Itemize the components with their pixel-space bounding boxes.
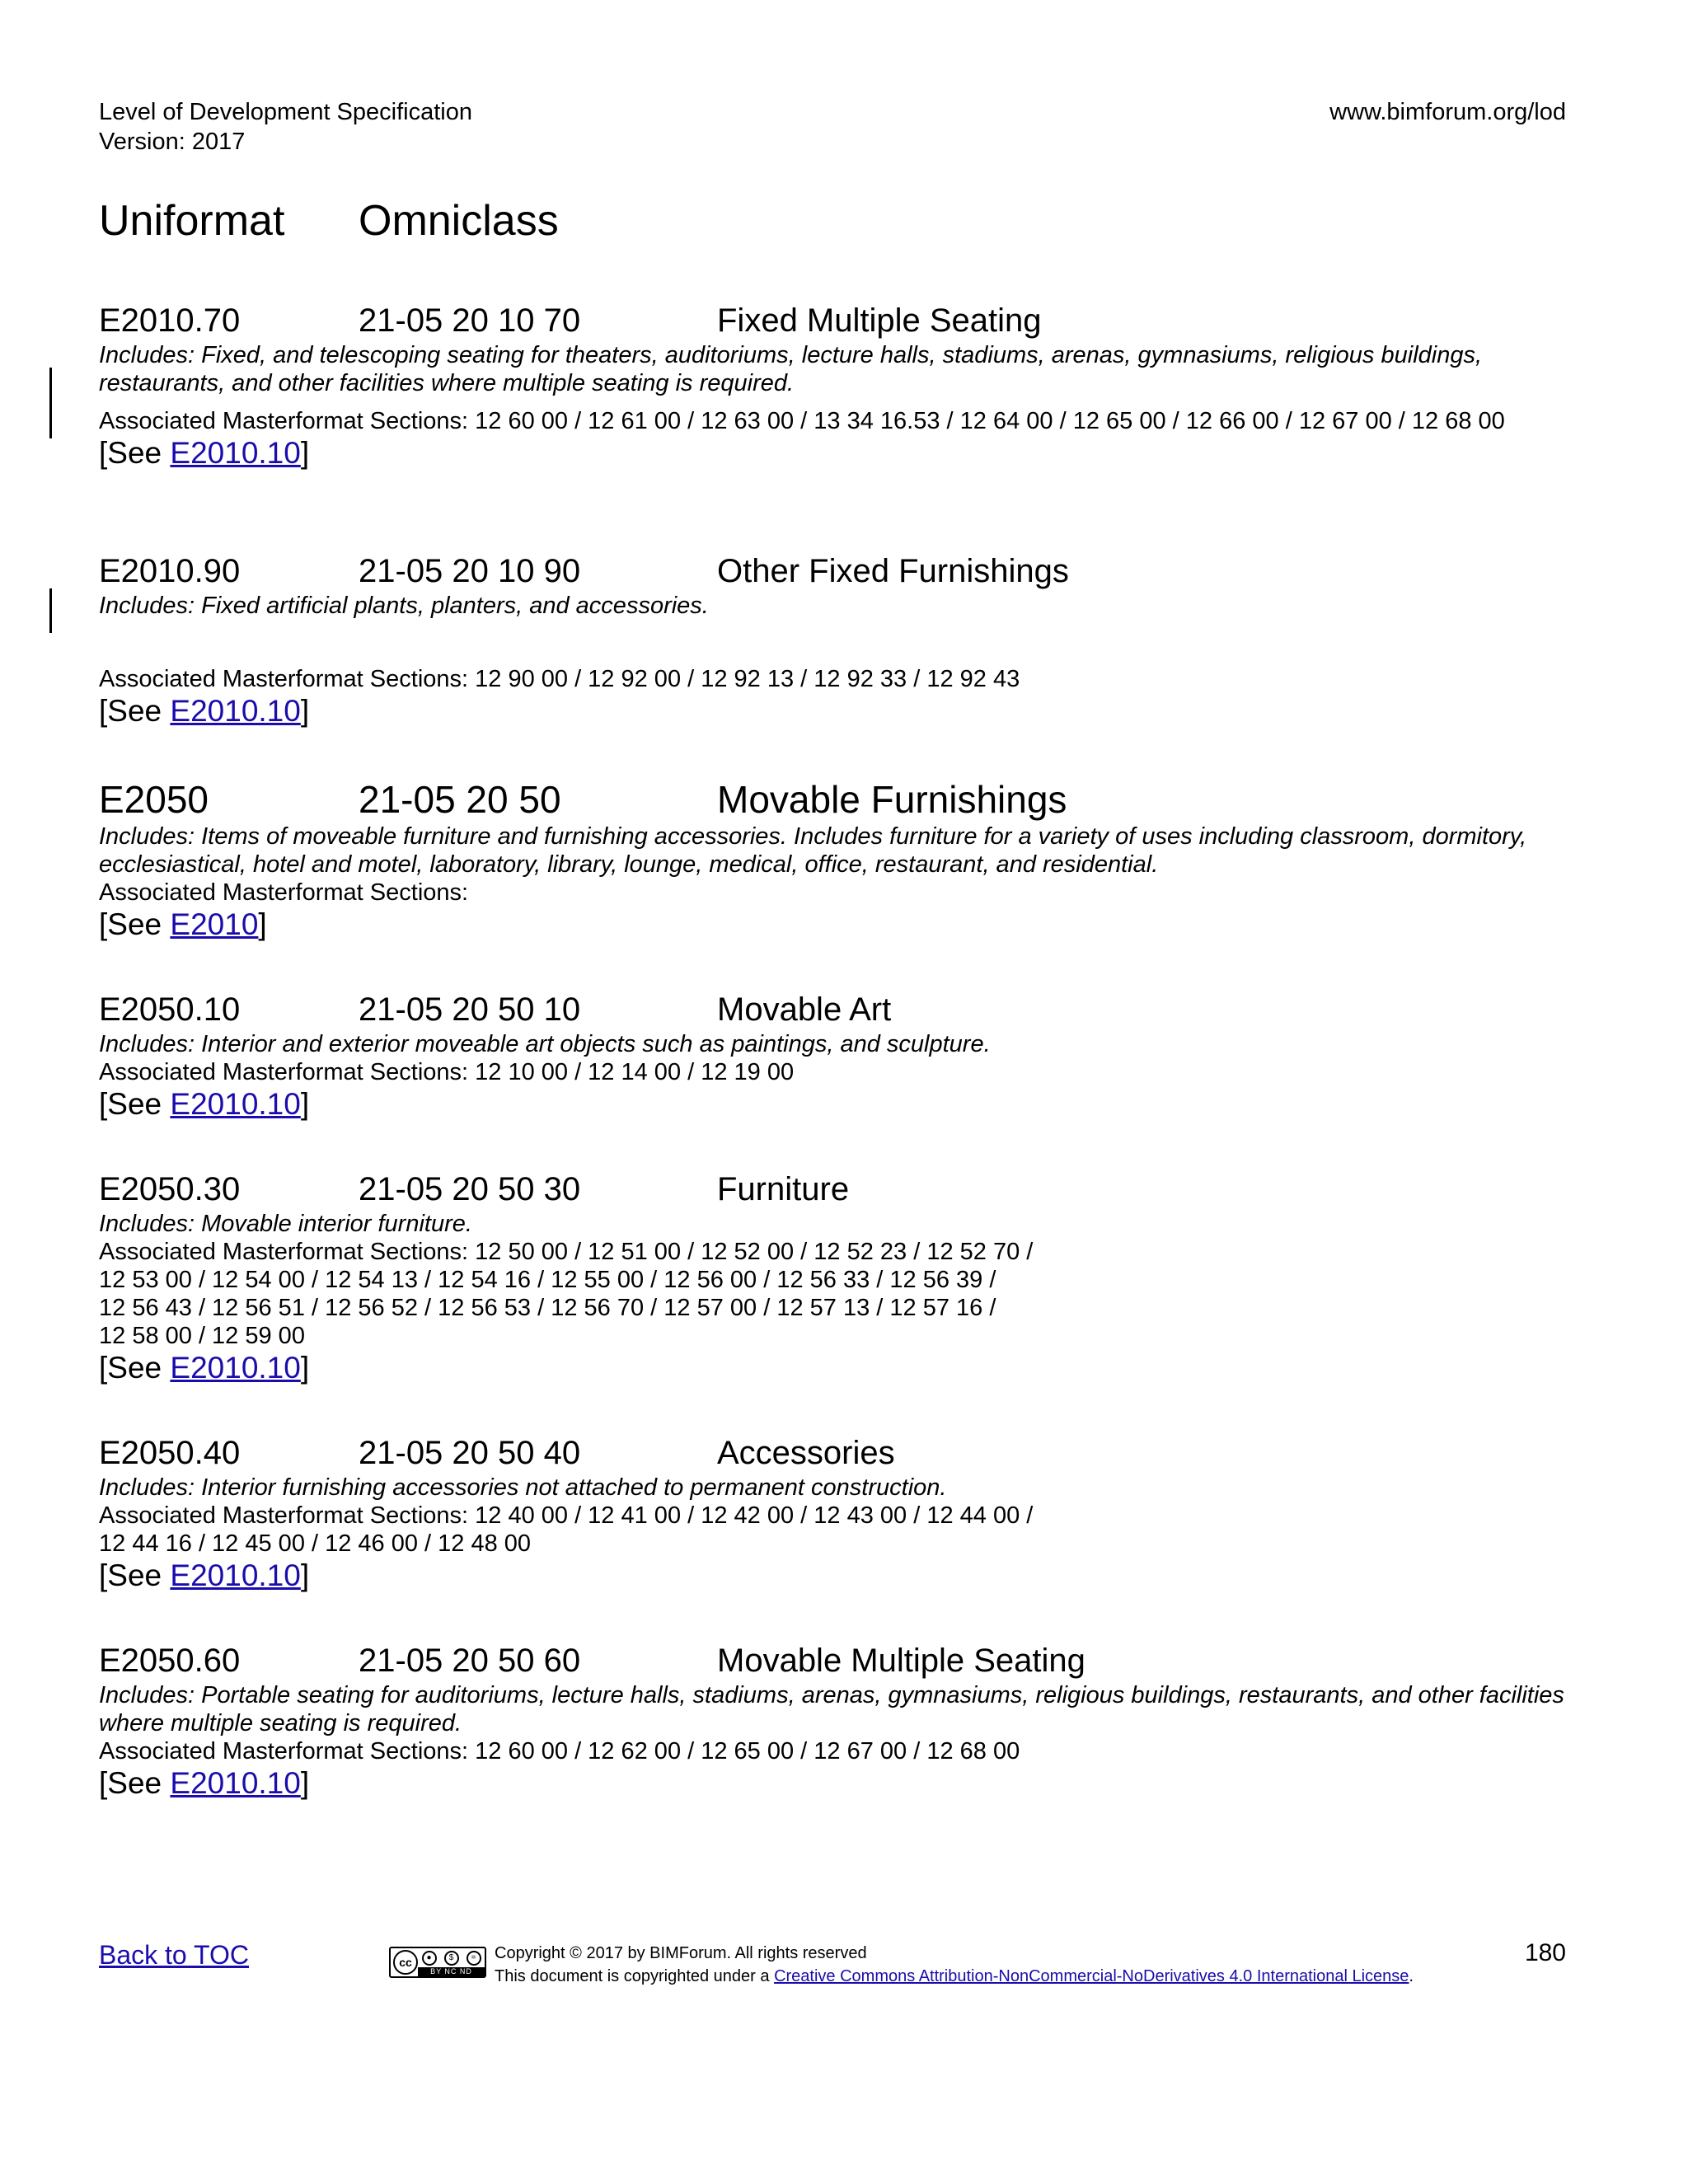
section-e2050-40 <box>99 1432 1566 1594</box>
see-link[interactable]: E2010.10 <box>170 694 301 728</box>
section-title: Fixed Multiple Seating <box>717 302 1042 339</box>
section-heading <box>99 300 1566 341</box>
see-reference: [See E2010.10] <box>99 1766 310 1800</box>
associated-sections: Associated Masterformat Sections: <box>99 879 469 906</box>
section-heading <box>99 989 1566 1030</box>
uniformat-code: E2050 <box>99 778 209 821</box>
section-heading <box>99 776 1566 823</box>
header-url: www.bimforum.org/lod <box>1329 99 1566 125</box>
uniformat-code: E2010.70 <box>99 302 241 339</box>
includes-text: Includes: Portable seating for auditoriums, lecture halls, stadiums, arenas, gymnasiums, religious buildings, restaurants, and other facilities where multiple seating is required. <box>99 1682 1564 1736</box>
uniformat-column-title: Uniformat <box>99 197 285 245</box>
section-e2050-10 <box>99 989 1566 1122</box>
section-heading <box>99 1640 1566 1681</box>
license-text: This document is copyrighted under a Creative Commons Attribution-NonCommercial-NoDerivatives 4.0 International License. <box>495 1967 1414 1985</box>
section-title: Movable Multiple Seating <box>717 1643 1085 1679</box>
cc-logo-icon: cc <box>393 1950 418 1975</box>
section-title: Movable Art <box>717 991 892 1028</box>
uniformat-code: E2010.90 <box>99 553 241 589</box>
omniclass-code: 21-05 20 50 60 <box>359 1643 581 1679</box>
section-e2050-30 <box>99 1169 1566 1386</box>
section-e2050-60 <box>99 1640 1566 1802</box>
associated-sections: Associated Masterformat Sections: 12 60 00 / 12 61 00 / 12 63 00 / 13 34 16.53 / 12 64 00 / 12 65 00 / 12 66 00 / 12 67 00 / 12 68 00 <box>99 408 1505 434</box>
see-reference: [See E2010.10] <box>99 1558 310 1592</box>
creative-commons-badge <box>389 1947 486 1978</box>
includes-text: Includes: Fixed artificial plants, planters, and accessories. <box>99 593 709 619</box>
document-version: Version: 2017 <box>99 129 246 155</box>
section-title: Furniture <box>717 1171 850 1207</box>
omniclass-code: 21-05 20 50 10 <box>359 991 581 1028</box>
associated-sections-line: 12 53 00 / 12 54 00 / 12 54 13 / 12 54 16 / 12 55 00 / 12 56 00 / 12 56 33 / 12 56 39 / <box>99 1267 996 1293</box>
associated-sections: Associated Masterformat Sections: 12 90 00 / 12 92 00 / 12 92 13 / 12 92 33 / 12 92 43 <box>99 666 1020 692</box>
see-link[interactable]: E2010.10 <box>170 1351 301 1385</box>
uniformat-code: E2050.30 <box>99 1171 241 1207</box>
section-title: Movable Furnishings <box>717 778 1067 821</box>
includes-text: Includes: Fixed, and telescoping seating for theaters, auditoriums, lecture halls, stadiums, arenas, gymnasiums, religious buildings, restaurants, and other facilities where multiple seating is required. <box>99 342 1483 396</box>
see-link[interactable]: E2010.10 <box>170 1766 301 1800</box>
uniformat-code: E2050.40 <box>99 1435 241 1471</box>
noncommercial-icon: $ <box>444 1951 459 1966</box>
license-link[interactable]: Creative Commons Attribution-NonCommercial-NoDerivatives 4.0 International License <box>774 1967 1409 1985</box>
associated-sections-line: 12 44 16 / 12 45 00 / 12 46 00 / 12 48 00 <box>99 1530 532 1557</box>
includes-text: Includes: Movable interior furniture. <box>99 1211 472 1237</box>
section-heading <box>99 1432 1566 1474</box>
document-header <box>99 97 472 157</box>
section-heading <box>99 551 1566 592</box>
see-reference: [See E2010.10] <box>99 436 310 470</box>
badge-terms: BY NC ND <box>418 1967 485 1976</box>
associated-sections-line: 12 56 43 / 12 56 51 / 12 56 52 / 12 56 53 / 12 56 70 / 12 57 00 / 12 57 13 / 12 57 16 / <box>99 1295 996 1321</box>
section-title: Other Fixed Furnishings <box>717 553 1069 589</box>
see-reference: [See E2010] <box>99 907 267 941</box>
change-bar <box>49 588 52 633</box>
see-link[interactable]: E2010.10 <box>170 1558 301 1592</box>
omniclass-code: 21-05 20 10 90 <box>359 553 581 589</box>
omniclass-code: 21-05 20 10 70 <box>359 302 581 339</box>
attribution-icon: ● <box>422 1951 437 1966</box>
see-reference: [See E2010.10] <box>99 1351 310 1385</box>
section-title: Accessories <box>717 1435 895 1471</box>
includes-text: Includes: Interior and exterior moveable art objects such as paintings, and sculpture. <box>99 1031 991 1057</box>
noderivatives-icon: = <box>467 1951 481 1966</box>
back-to-toc-link[interactable]: Back to TOC <box>99 1940 249 1970</box>
section-e2010-90 <box>99 551 1566 729</box>
associated-sections: Associated Masterformat Sections: 12 10 00 / 12 14 00 / 12 19 00 <box>99 1059 795 1085</box>
document-title: Level of Development Specification <box>99 99 472 125</box>
section-e2010-70 <box>99 300 1566 471</box>
section-heading <box>99 1169 1566 1210</box>
uniformat-code: E2050.10 <box>99 991 241 1028</box>
change-bar <box>49 368 52 438</box>
see-link[interactable]: E2010 <box>170 907 259 941</box>
uniformat-code: E2050.60 <box>99 1643 241 1679</box>
omniclass-code: 21-05 20 50 40 <box>359 1435 581 1471</box>
section-e2050 <box>99 776 1566 943</box>
copyright-text: Copyright © 2017 by BIMForum. All rights reserved <box>495 1944 867 1962</box>
associated-sections-line: 12 58 00 / 12 59 00 <box>99 1323 305 1349</box>
omniclass-code: 21-05 20 50 <box>359 778 561 821</box>
page-number: 180 <box>1524 1939 1566 1966</box>
includes-text: Includes: Interior furnishing accessories not attached to permanent construction. <box>99 1474 947 1501</box>
associated-sections-line: Associated Masterformat Sections: 12 40 00 / 12 41 00 / 12 42 00 / 12 43 00 / 12 44 00 / <box>99 1502 1034 1529</box>
associated-sections-line: Associated Masterformat Sections: 12 50 00 / 12 51 00 / 12 52 00 / 12 52 23 / 12 52 70 / <box>99 1239 1034 1265</box>
see-link[interactable]: E2010.10 <box>170 1087 301 1121</box>
see-reference: [See E2010.10] <box>99 694 310 728</box>
associated-sections: Associated Masterformat Sections: 12 60 00 / 12 62 00 / 12 65 00 / 12 67 00 / 12 68 00 <box>99 1738 1020 1765</box>
omniclass-column-title: Omniclass <box>359 197 559 245</box>
includes-text: Includes: Items of moveable furniture and furnishing accessories. Includes furniture for a variety of uses including classroom, dormitory, ecclesiastical, hotel and motel, laboratory, library, lounge, medical, office, restaurant, and residential. <box>99 823 1527 878</box>
omniclass-code: 21-05 20 50 30 <box>359 1171 581 1207</box>
see-link[interactable]: E2010.10 <box>170 436 301 470</box>
see-reference: [See E2010.10] <box>99 1087 310 1121</box>
